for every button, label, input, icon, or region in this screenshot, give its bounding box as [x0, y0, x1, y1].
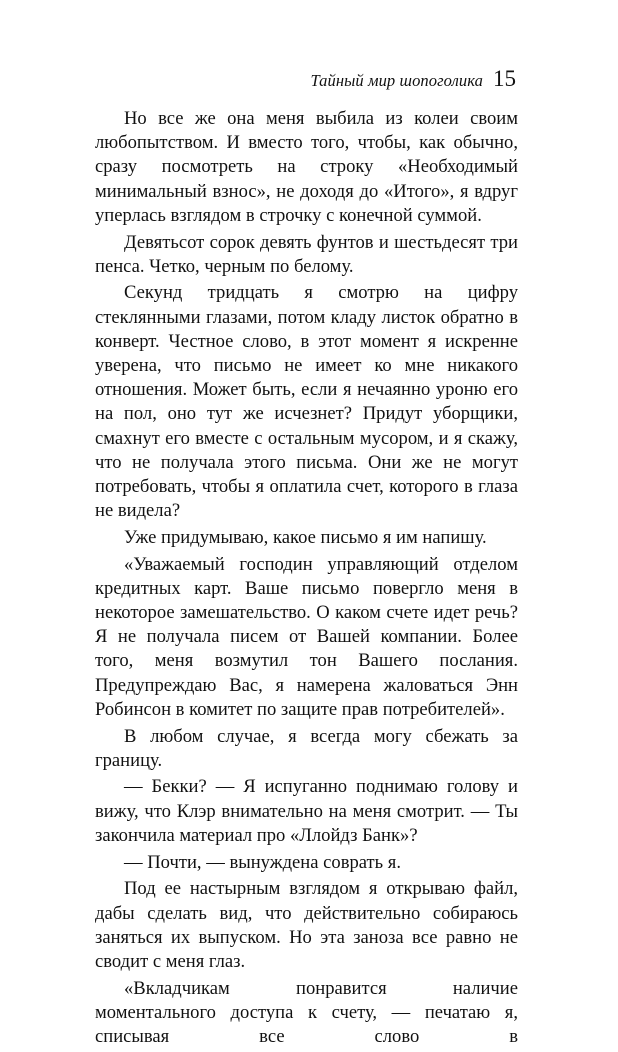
paragraph: Под ее настырным взглядом я открываю файл, дабы сделать вид, что действительно собираюсь заняться их выпуском. Но эта заноза все равно не сводит с меня глаз.	[95, 878, 518, 972]
running-title: Тайный мир шопоголика	[310, 71, 483, 90]
paragraph: Уже придумываю, какое письмо я им напишу.	[124, 526, 487, 548]
page-number: 15	[493, 66, 516, 91]
paragraph: «Вкладчикам понравится наличие моментального доступа к счету, — печатаю я, списывая все слово в	[95, 977, 518, 1048]
paragraph: В любом случае, я всегда могу сбежать за границу.	[95, 725, 518, 771]
paragraph: «Уважаемый господин управляющий отделом кредитных карт. Ваше письмо повергло меня в некоторое замешательство. О каком счете идет речь? Я не получала писем от Вашей компании. Более того, меня возмутил тон Вашего послания. Предупреждаю Вас, я намерена жаловаться Энн Робинсон в комитет по защите прав потребителей».	[95, 553, 518, 720]
paragraph: Девятьсот сорок девять фунтов и шестьдесят три пенса. Четко, черным по белому.	[95, 231, 518, 277]
paragraph: Но все же она меня выбила из колеи своим любопытством. И вместо того, чтобы, как обычно, сразу посмотреть на строку «Необходимый минимальный взнос», не доходя до «Итого», я вдруг уперлась взглядом в строчку с конечной суммой.	[95, 108, 518, 226]
body-text	[95, 107, 518, 1052]
running-head	[310, 66, 516, 92]
paragraph: — Бекки? — Я испуганно поднимаю голову и вижу, что Клэр внимательно на меня смотрит. — Ты закончила материал про «Ллойдз Банк»?	[95, 776, 518, 846]
paragraph: Секунд тридцать я смотрю на цифру стеклянными глазами, потом кладу листок обратно в конверт. Честное слово, в этот момент я искренне уверена, что письмо не имеет ко мне никакого отношения. Может быть, если я нечаянно уроню его на пол, оно тут же исчезнет? Придут уборщики, смахнут его вместе с остальным мусором, и я скажу, что не получала этого письма. Они же не могут потребовать, чтобы я оплатила счет, которого в глаза не видела?	[95, 282, 518, 522]
paragraph: — Почти, — вынуждена соврать я.	[124, 851, 401, 873]
